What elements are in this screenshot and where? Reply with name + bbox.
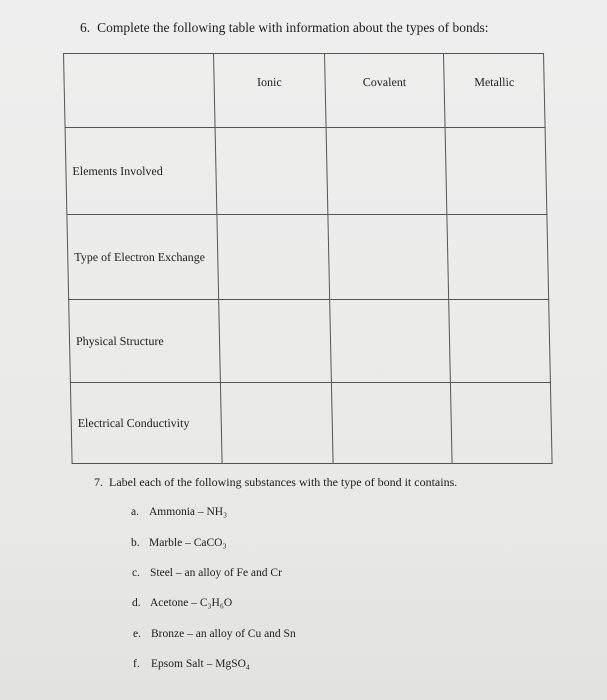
question-6	[80, 20, 489, 36]
question-7-text: Label each of the following substances with the type of bond it contains.	[109, 475, 458, 489]
question-7	[94, 475, 457, 490]
answer-cell-metallic-exchange[interactable]	[447, 215, 549, 300]
answer-cell-ionic-conductivity[interactable]	[220, 383, 332, 464]
list-item: d. Acetone – C₃H₆O	[132, 597, 233, 609]
table-row	[65, 128, 547, 215]
table-row	[70, 383, 552, 464]
answer-cell-covalent-conductivity[interactable]	[331, 383, 452, 464]
answer-cell-ionic-elements[interactable]	[215, 128, 327, 215]
column-header-ionic: Ionic	[213, 54, 325, 128]
table-row	[69, 300, 551, 383]
question-6-text: Complete the following table with information about the types of bonds:	[97, 20, 489, 35]
answer-cell-covalent-structure[interactable]	[329, 300, 450, 383]
answer-cell-metallic-elements[interactable]	[445, 128, 547, 215]
list-item: a. Ammonia – NH₃	[131, 506, 228, 518]
question-6-number: 6.	[80, 20, 91, 35]
answer-cell-metallic-structure[interactable]	[449, 300, 551, 383]
list-item: c. Steel – an alloy of Fe and Cr	[132, 567, 282, 579]
table-corner-cell	[64, 54, 215, 128]
column-header-metallic: Metallic	[444, 54, 545, 128]
list-item: b. Marble – CaCO₃	[131, 537, 227, 549]
row-header-electrical-conductivity: Electrical Conductivity	[70, 383, 222, 464]
table-header-row	[64, 54, 546, 128]
row-header-electron-exchange: Type of Electron Exchange	[67, 215, 219, 300]
table-row	[67, 215, 549, 300]
answer-cell-ionic-structure[interactable]	[219, 300, 331, 383]
column-header-covalent: Covalent	[324, 54, 445, 128]
bond-types-table	[63, 53, 553, 464]
answer-cell-covalent-elements[interactable]	[326, 128, 447, 215]
list-item: f. Epsom Salt – MgSO₄	[133, 658, 250, 670]
row-header-elements-involved: Elements Involved	[65, 128, 217, 215]
row-header-physical-structure: Physical Structure	[69, 300, 221, 383]
answer-cell-covalent-exchange[interactable]	[327, 215, 448, 300]
list-item: e. Bronze – an alloy of Cu and Sn	[133, 628, 296, 640]
question-7-number: 7.	[94, 475, 103, 489]
answer-cell-ionic-exchange[interactable]	[217, 215, 329, 300]
answer-cell-metallic-conductivity[interactable]	[451, 383, 552, 464]
